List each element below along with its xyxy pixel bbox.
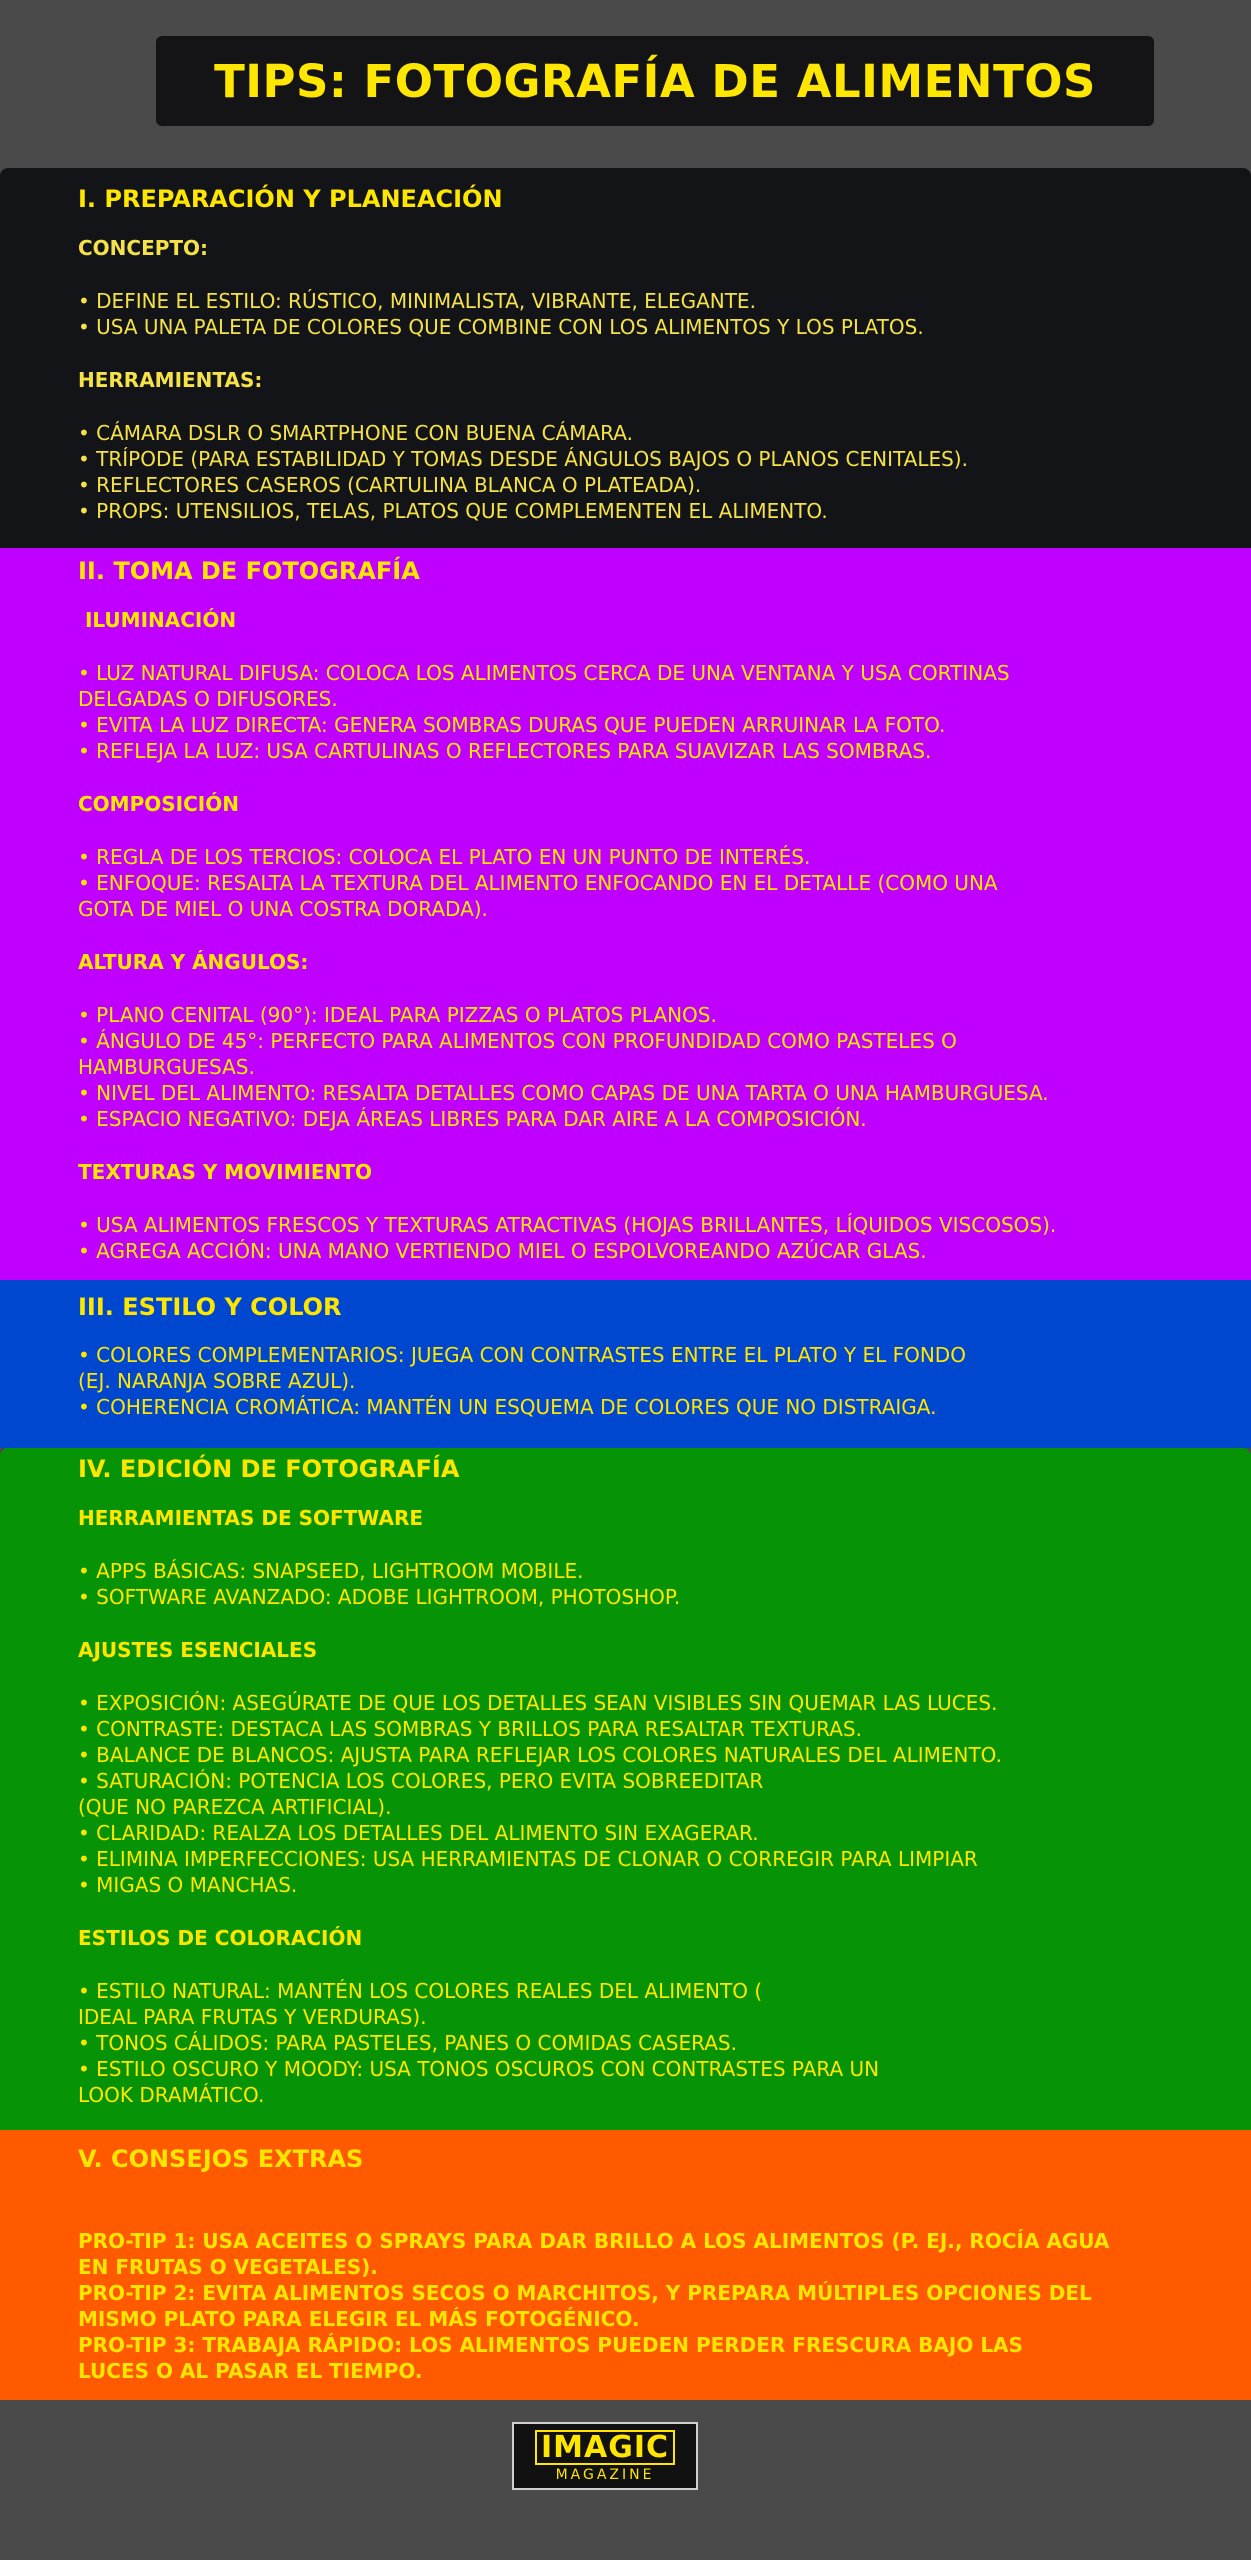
list-item: PRO-TIP 3: TRABAJA RÁPIDO: LOS ALIMENTOS PUEDEN PERDER FRESCURA BAJO LAS (78, 2333, 1023, 2357)
list-item: HAMBURGUESAS. (78, 1055, 255, 1079)
subsection-heading: ESTILOS DE COLORACIÓN (78, 1926, 363, 1950)
list-item: • REFLEJA LA LUZ: USA CARTULINAS O REFLECTORES PARA SUAVIZAR LAS SOMBRAS. (78, 739, 932, 763)
subsection-heading: COMPOSICIÓN (78, 792, 239, 816)
list-item: • ESTILO NATURAL: MANTÉN LOS COLORES REALES DEL ALIMENTO ( (78, 1979, 763, 2003)
list-item: DELGADAS O DIFUSORES. (78, 687, 338, 711)
list-item: • AGREGA ACCIÓN: UNA MANO VERTIENDO MIEL O ESPOLVOREANDO AZÚCAR GLAS. (78, 1239, 927, 1263)
list-item: • PROPS: UTENSILIOS, TELAS, PLATOS QUE COMPLEMENTEN EL ALIMENTO. (78, 499, 828, 523)
subsection-heading: TEXTURAS Y MOVIMIENTO (78, 1160, 372, 1184)
logo-wordmark: IMAGIC (535, 2430, 675, 2465)
section-preparacion (0, 168, 1251, 548)
title-banner (156, 36, 1154, 126)
list-item: IDEAL PARA FRUTAS Y VERDURAS). (78, 2005, 427, 2029)
list-item: • SOFTWARE AVANZADO: ADOBE LIGHTROOM, PHOTOSHOP. (78, 1585, 681, 1609)
list-item: • REGLA DE LOS TERCIOS: COLOCA EL PLATO EN UN PUNTO DE INTERÉS. (78, 845, 811, 869)
list-item: • CONTRASTE: DESTACA LAS SOMBRAS Y BRILLOS PARA RESALTAR TEXTURAS. (78, 1717, 862, 1741)
list-item: LUCES O AL PASAR EL TIEMPO. (78, 2359, 423, 2383)
section-heading: III. ESTILO Y COLOR (78, 1293, 342, 1321)
list-item: MISMO PLATO PARA ELEGIR EL MÁS FOTOGÉNICO. (78, 2307, 640, 2331)
list-item: LOOK DRAMÁTICO. (78, 2083, 265, 2107)
subsection-heading: HERRAMIENTAS: (78, 368, 263, 392)
list-item: • COLORES COMPLEMENTARIOS: JUEGA CON CONTRASTES ENTRE EL PLATO Y EL FONDO (78, 1343, 966, 1367)
list-item: • USA UNA PALETA DE COLORES QUE COMBINE CON LOS ALIMENTOS Y LOS PLATOS. (78, 315, 924, 339)
list-item: PRO-TIP 2: EVITA ALIMENTOS SECOS O MARCHITOS, Y PREPARA MÚLTIPLES OPCIONES DEL (78, 2281, 1092, 2305)
section-consejos-extras (0, 2130, 1251, 2400)
list-item: GOTA DE MIEL O UNA COSTRA DORADA). (78, 897, 488, 921)
list-item: • EVITA LA LUZ DIRECTA: GENERA SOMBRAS DURAS QUE PUEDEN ARRUINAR LA FOTO. (78, 713, 946, 737)
list-item: • TONOS CÁLIDOS: PARA PASTELES, PANES O COMIDAS CASERAS. (78, 2031, 737, 2055)
section-edicion (0, 1448, 1251, 2130)
list-item: • TRÍPODE (PARA ESTABILIDAD Y TOMAS DESDE ÁNGULOS BAJOS O PLANOS CENITALES). (78, 447, 968, 471)
list-item: • NIVEL DEL ALIMENTO: RESALTA DETALLES COMO CAPAS DE UNA TARTA O UNA HAMBURGUESA. (78, 1081, 1049, 1105)
section-toma (0, 548, 1251, 1280)
list-item: (EJ. NARANJA SOBRE AZUL). (78, 1369, 356, 1393)
list-item: • ELIMINA IMPERFECCIONES: USA HERRAMIENTAS DE CLONAR O CORREGIR PARA LIMPIAR (78, 1847, 978, 1871)
section-heading: IV. EDICIÓN DE FOTOGRAFÍA (78, 1455, 460, 1483)
section-heading: V. CONSEJOS EXTRAS (78, 2145, 364, 2173)
list-item: • LUZ NATURAL DIFUSA: COLOCA LOS ALIMENTOS CERCA DE UNA VENTANA Y USA CORTINAS (78, 661, 1010, 685)
list-item: • ESTILO OSCURO Y MOODY: USA TONOS OSCUROS CON CONTRASTES PARA UN (78, 2057, 880, 2081)
list-item: • USA ALIMENTOS FRESCOS Y TEXTURAS ATRACTIVAS (HOJAS BRILLANTES, LÍQUIDOS VISCOSOS). (78, 1213, 1057, 1237)
subsection-heading: AJUSTES ESENCIALES (78, 1638, 318, 1662)
subsection-heading: ALTURA Y ÁNGULOS: (78, 950, 309, 974)
list-item: • CÁMARA DSLR O SMARTPHONE CON BUENA CÁMARA. (78, 421, 633, 445)
section-heading: I. PREPARACIÓN Y PLANEACIÓN (78, 185, 503, 213)
list-item: • REFLECTORES CASEROS (CARTULINA BLANCA O PLATEADA). (78, 473, 702, 497)
list-item: • ÁNGULO DE 45°: PERFECTO PARA ALIMENTOS CON PROFUNDIDAD COMO PASTELES O (78, 1029, 957, 1053)
list-item: • ESPACIO NEGATIVO: DEJA ÁREAS LIBRES PARA DAR AIRE A LA COMPOSICIÓN. (78, 1107, 867, 1131)
list-item: (QUE NO PAREZCA ARTIFICIAL). (78, 1795, 392, 1819)
list-item: • EXPOSICIÓN: ASEGÚRATE DE QUE LOS DETALLES SEAN VISIBLES SIN QUEMAR LAS LUCES. (78, 1691, 998, 1715)
list-item: • DEFINE EL ESTILO: RÚSTICO, MINIMALISTA, VIBRANTE, ELEGANTE. (78, 289, 756, 313)
list-item: • APPS BÁSICAS: SNAPSEED, LIGHTROOM MOBILE. (78, 1559, 584, 1583)
list-item: • ENFOQUE: RESALTA LA TEXTURA DEL ALIMENTO ENFOCANDO EN EL DETALLE (COMO UNA (78, 871, 998, 895)
page-title: TIPS: FOTOGRAFÍA DE ALIMENTOS (214, 54, 1096, 108)
list-item: PRO-TIP 1: USA ACEITES O SPRAYS PARA DAR BRILLO A LOS ALIMENTOS (P. EJ., ROCÍA AGUA (78, 2229, 1110, 2253)
list-item: • COHERENCIA CROMÁTICA: MANTÉN UN ESQUEMA DE COLORES QUE NO DISTRAIGA. (78, 1395, 937, 1419)
logo-subtitle: MAGAZINE (555, 2466, 655, 2483)
imagic-magazine-logo (512, 2422, 698, 2490)
list-item: • SATURACIÓN: POTENCIA LOS COLORES, PERO EVITA SOBREEDITAR (78, 1769, 764, 1793)
section-estilo-color (0, 1280, 1251, 1448)
list-item: EN FRUTAS O VEGETALES). (78, 2255, 378, 2279)
subsection-heading: CONCEPTO: (78, 236, 209, 260)
list-item: • CLARIDAD: REALZA LOS DETALLES DEL ALIMENTO SIN EXAGERAR. (78, 1821, 759, 1845)
list-item: • BALANCE DE BLANCOS: AJUSTA PARA REFLEJAR LOS COLORES NATURALES DEL ALIMENTO. (78, 1743, 1002, 1767)
list-item: • PLANO CENITAL (90°): IDEAL PARA PIZZAS O PLATOS PLANOS. (78, 1003, 717, 1027)
subsection-heading: ILUMINACIÓN (78, 608, 237, 632)
section-heading: II. TOMA DE FOTOGRAFÍA (78, 557, 420, 585)
list-item: • MIGAS O MANCHAS. (78, 1873, 298, 1897)
subsection-heading: HERRAMIENTAS DE SOFTWARE (78, 1506, 423, 1530)
